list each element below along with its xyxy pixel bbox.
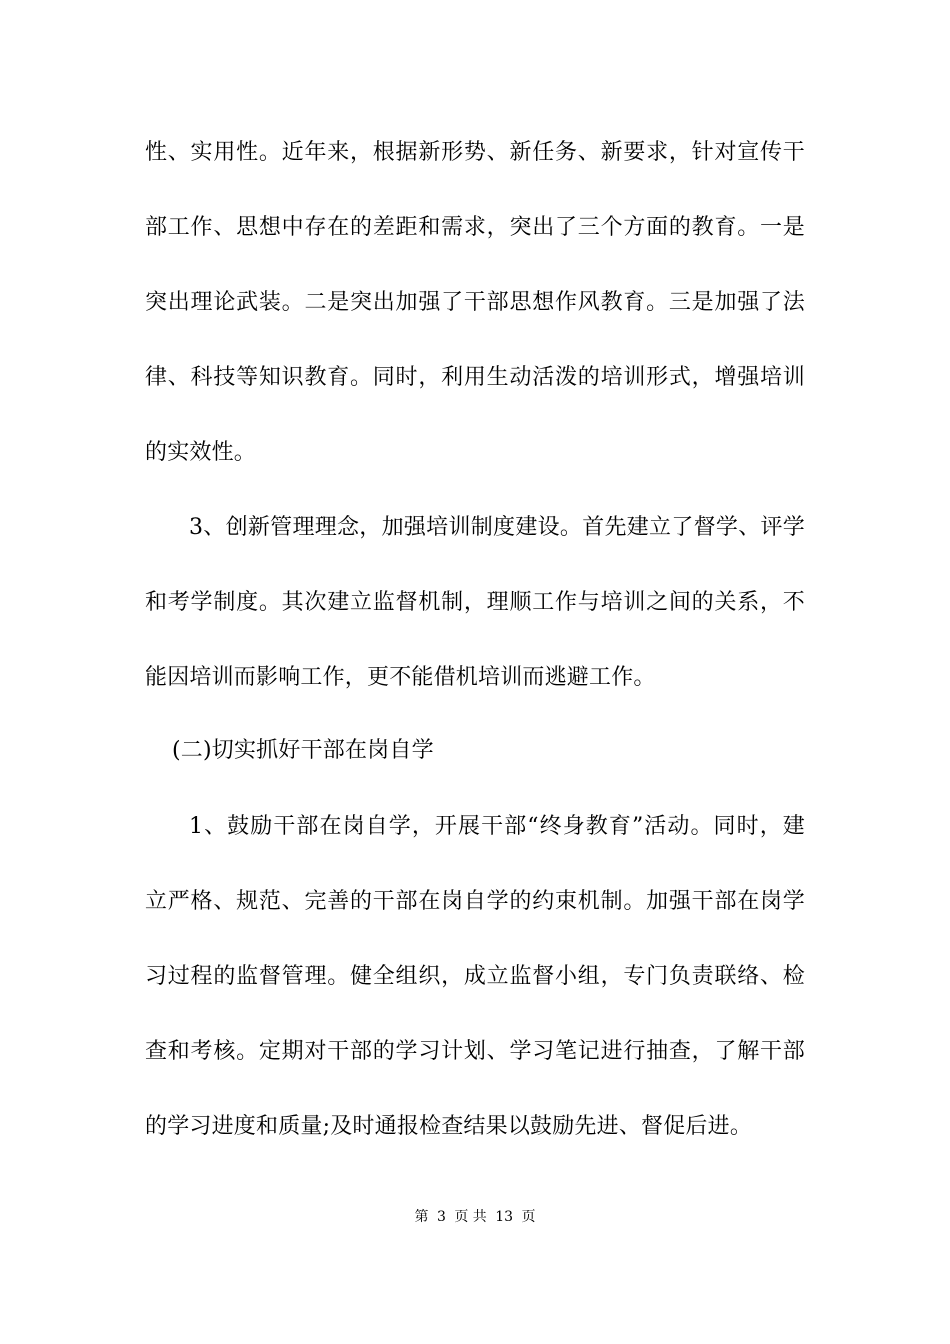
body-text-line: 能因培训而影响工作，更不能借机培训而逃避工作。 xyxy=(145,665,656,690)
body-text-line: 部工作、思想中存在的差距和需求，突出了三个方面的教育。一是 xyxy=(145,215,805,240)
body-text-line: 和考学制度。其次建立监督机制，理顺工作与培训之间的关系，不 xyxy=(145,590,805,615)
body-text-line: 的学习进度和质量;及时通报检查结果以鼓励先进、督促后进。 xyxy=(145,1114,753,1139)
footer-current-page: 3 xyxy=(436,1209,446,1225)
body-text-line: 立严格、规范、完善的干部在岗自学的约束机制。加强干部在岗学 xyxy=(145,889,805,914)
footer-middle: 页 共 xyxy=(454,1209,487,1225)
paragraph-start-line: 1、鼓励干部在岗自学，开展干部“终身教育”活动。同时，建 xyxy=(189,814,805,839)
body-text-line: 习过程的监督管理。健全组织，成立监督小组，专门负责联络、检 xyxy=(145,964,805,989)
body-text-line: 查和考核。定期对干部的学习计划、学习笔记进行抽查，了解干部 xyxy=(145,1039,805,1064)
body-text-line: 的实效性。 xyxy=(145,440,257,465)
section-heading: (二)切实抓好干部在岗自学 xyxy=(172,738,434,763)
body-text-line: 突出理论武装。二是突出加强了干部思想作风教育。三是加强了法 xyxy=(145,290,805,315)
paragraph-start-line: 3、创新管理理念，加强培训制度建设。首先建立了督学、评学 xyxy=(189,515,805,540)
body-text-line: 性、实用性。近年来，根据新形势、新任务、新要求，针对宣传干 xyxy=(145,140,805,165)
body-text-line: 律、科技等知识教育。同时，利用生动活泼的培训形式，增强培训 xyxy=(145,365,805,390)
footer-prefix: 第 xyxy=(414,1209,429,1225)
footer-suffix: 页 xyxy=(521,1209,536,1225)
footer-total-pages: 13 xyxy=(495,1209,514,1225)
page-footer xyxy=(0,1208,950,1226)
